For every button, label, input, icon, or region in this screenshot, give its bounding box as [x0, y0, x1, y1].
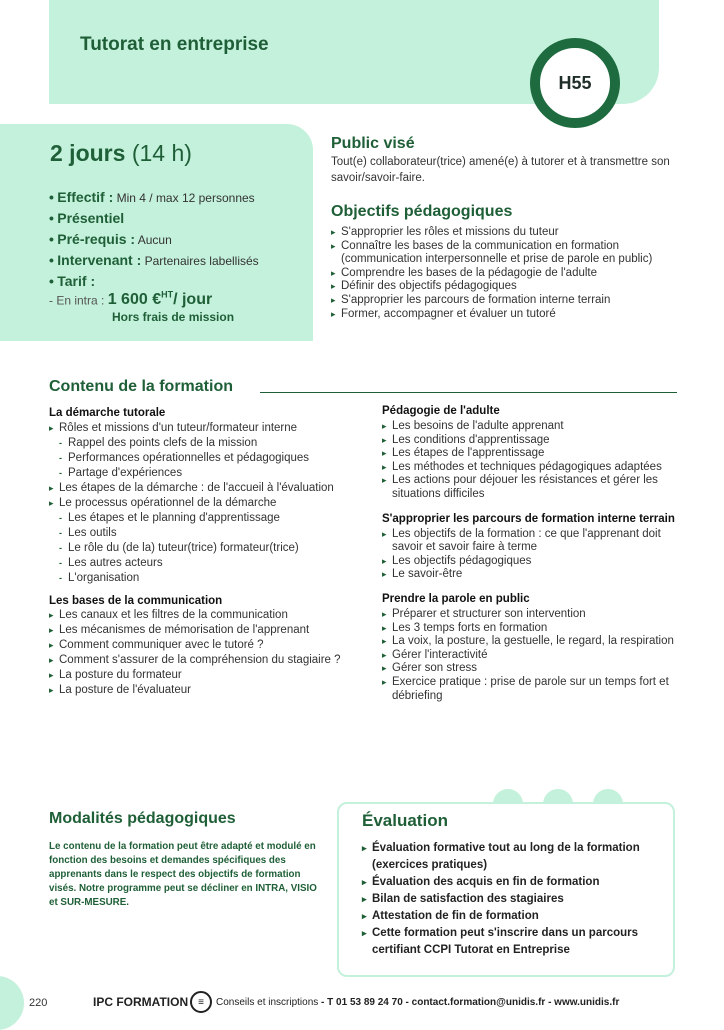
section-divider [260, 392, 677, 393]
price-tax-sup: HT [161, 290, 174, 300]
list-item: ▸ Exercice pratique : prise de parole sur un temps fort et débriefing [382, 676, 680, 703]
bullet-dot: • [49, 210, 54, 226]
contenu-title: Contenu de la formation [49, 378, 233, 395]
list-item: ▸ La posture du formateur [49, 668, 349, 683]
bullet-dot: • [49, 273, 54, 289]
objectifs-list [331, 226, 691, 321]
info-key: Présentiel [57, 210, 125, 226]
footer-contact [216, 997, 619, 1008]
list-item: ▸ Les objectifs pédagogiques [382, 555, 680, 569]
list-item: ▸ Évaluation des acquis en fin de formation [362, 874, 662, 891]
evaluation-title: Évaluation [362, 811, 448, 830]
modalites-title: Modalités pédagogiques [49, 810, 236, 827]
list-item [49, 421, 349, 481]
subsection-title: Les bases de la communication [49, 595, 223, 607]
info-value: Partenaires labellisés [144, 254, 259, 268]
sub-list-item: - L'organisation [59, 571, 349, 586]
subsection-title: Pédagogie de l'adulte [382, 405, 500, 417]
bullet-dot: • [49, 189, 54, 205]
list-item: ▸ Gérer l'interactivité [382, 649, 680, 663]
list-item: ▸ Attestation de fin de formation [362, 908, 662, 925]
list-item: ▸ Connaître les bases de la communication en formation (communication interpersonnelle et prise de parole en public) [331, 240, 691, 267]
info-value: Aucun [137, 233, 172, 247]
list-item: ▸ Bilan de satisfaction des stagiaires [362, 891, 662, 908]
list-item: ▸ Cette formation peut s'inscrire dans un parcours certifiant CCPI Tutorat en Entreprise [362, 925, 662, 959]
brand-logo-icon: ≡ [190, 991, 212, 1013]
list-item-text: Le processus opérationnel de la démarche [59, 497, 277, 509]
price-note: Hors frais de mission [112, 310, 235, 324]
parole-list [382, 608, 680, 703]
list-item: ▸ Les mécanismes de mémorisation de l'apprenant [49, 623, 349, 638]
info-value: Min 4 / max 12 personnes [116, 191, 255, 205]
info-key: Pré-requis : [57, 231, 136, 247]
brand-name: IPC FORMATION [93, 995, 189, 1009]
list-item: ▸ S'approprier les rôles et missions du tuteur [331, 226, 691, 240]
sub-list-item: - Les outils [59, 526, 349, 541]
sub-list [59, 511, 349, 586]
price-value [108, 291, 213, 308]
list-item: ▸ Les étapes de la démarche : de l'accueil à l'évaluation [49, 481, 349, 496]
sub-list-item: - Les étapes et le planning d'apprentissage [59, 511, 349, 526]
sub-list-item: - Le rôle du (de la) tuteur(trice) formateur(trice) [59, 541, 349, 556]
info-line-effectif [49, 189, 255, 205]
list-item: ▸ Les méthodes et techniques pédagogiques adaptées [382, 461, 680, 475]
list-item: ▸ S'approprier les parcours de formation interne terrain [331, 294, 691, 308]
info-line-intervenant [49, 252, 259, 268]
bullet-dot: • [49, 231, 54, 247]
price-line [49, 290, 212, 309]
contenu-right-column [382, 405, 680, 703]
communication-list [49, 608, 349, 698]
course-code-badge: H55 [530, 38, 620, 128]
list-item: ▸ La posture de l'évaluateur [49, 683, 349, 698]
contact-label: Conseils et inscriptions [216, 997, 319, 1008]
contenu-left-column [49, 407, 349, 698]
page-title: Tutorat en entreprise [80, 34, 269, 55]
list-item: ▸ Le savoir-être [382, 568, 680, 582]
list-item: ▸ Les canaux et les filtres de la communication [49, 608, 349, 623]
price-amount: 1 600 € [107, 291, 162, 309]
public-title: Public visé [331, 135, 415, 152]
parcours-list [382, 528, 680, 582]
list-item [49, 496, 349, 586]
public-text: Tout(e) collaborateur(trice) amené(e) à tutorer et à transmettre son savoir/savoir-faire. [331, 156, 670, 184]
list-item: ▸ Évaluation formative tout au long de la formation (exercices pratiques) [362, 840, 662, 874]
sub-list-item: - Rappel des points clefs de la mission [59, 436, 349, 451]
sub-list [59, 436, 349, 481]
info-line-presentiel [49, 210, 124, 226]
bullet-dot: • [49, 252, 54, 268]
sub-list-item: - Les autres acteurs [59, 556, 349, 571]
subsection-title: La démarche tutorale [49, 407, 166, 419]
info-key: Effectif : [57, 189, 114, 205]
list-item: ▸ Les besoins de l'adulte apprenant [382, 420, 680, 434]
subsection-title: Prendre la parole en public [382, 592, 530, 605]
duration-hours: (14 h) [131, 140, 192, 166]
list-item: ▸ Préparer et structurer son intervention [382, 608, 680, 622]
info-key: Intervenant : [57, 252, 142, 268]
page-number: 220 [29, 997, 48, 1009]
list-item: ▸ Gérer son stress [382, 662, 680, 676]
sub-list-item: - Performances opérationnelles et pédagogiques [59, 451, 349, 466]
price-prefix: - En intra : [49, 293, 105, 308]
modalites-text: Le contenu de la formation peut être adapté et modulé en fonction des besoins et demandes spécifiques des apprenants dans le respect des objectifs de formation visés. Notre programme peut se décliner en INTRA, VISIO et SUR-MESURE. [49, 841, 317, 908]
list-item-text: Rôles et missions d'un tuteur/formateur interne [59, 422, 298, 434]
list-item: ▸ Définir des objectifs pédagogiques [331, 280, 691, 294]
list-item: ▸ Les objectifs de la formation : ce que l'apprenant doit savoir et savoir faire à terme [382, 528, 680, 555]
list-item: ▸ La voix, la posture, la gestuelle, le regard, la respiration [382, 635, 680, 649]
duration-days: 2 jours [50, 140, 126, 166]
info-key: Tarif : [57, 273, 96, 289]
objectifs-title: Objectifs pédagogiques [331, 203, 513, 220]
duration [50, 140, 192, 167]
list-item: ▸ Comment communiquer avec le tutoré ? [49, 638, 349, 653]
info-line-prerequis [49, 231, 172, 247]
list-item: ▸ Comment s'assurer de la compréhension du stagiaire ? [49, 653, 349, 668]
corner-decoration [0, 976, 24, 1030]
price-unit: / jour [173, 291, 213, 309]
subsection-title: S'approprier les parcours de formation interne terrain [382, 512, 675, 525]
list-item: ▸ Les 3 temps forts en formation [382, 622, 680, 636]
demarche-list [49, 421, 349, 586]
list-item: ▸ Les actions pour déjouer les résistances et gérer les situations difficiles [382, 474, 680, 501]
list-item: ▸ Les étapes de l'apprentissage [382, 447, 680, 461]
list-item: ▸ Former, accompagner et évaluer un tutoré [331, 308, 691, 322]
info-line-tarif [49, 273, 95, 289]
pedagogie-list [382, 420, 680, 502]
contact-detail: - T 01 53 89 24 70 - contact.formation@unidis.fr - www.unidis.fr [318, 997, 620, 1008]
evaluation-list [362, 840, 662, 959]
list-item: ▸ Comprendre les bases de la pédagogie de l'adulte [331, 267, 691, 281]
sub-list-item: - Partage d'expériences [59, 466, 349, 481]
list-item: ▸ Les conditions d'apprentissage [382, 434, 680, 448]
